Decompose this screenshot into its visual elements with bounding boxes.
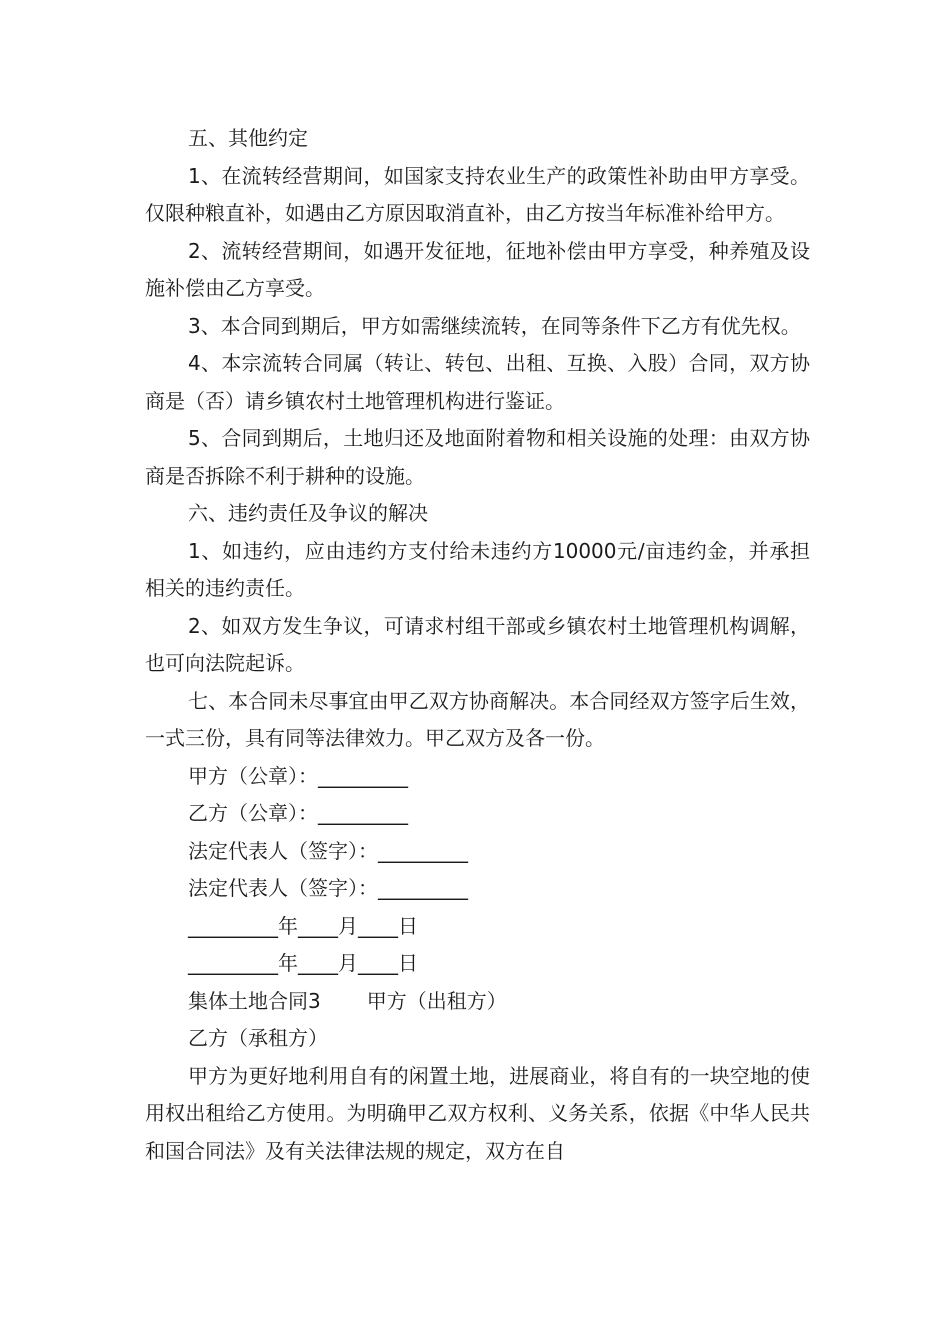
clause-land-expropriation: 2、流转经营期间，如遇开发征地，征地补偿由甲方享受，种养殖及设施补偿由乙方享受。 xyxy=(145,238,810,300)
signature-legal-rep-2: 法定代表人（签字）：_________ xyxy=(188,876,468,900)
clause-dispute-resolution: 2、如双方发生争议，可请求村组干部或乡镇农村土地管理机构调解，也可向法院起诉。 xyxy=(145,613,810,675)
clause-land-return: 5、合同到期后，土地归还及地面附着物和相关设施的处理：由双方协商是否拆除不利于耕种的设施。 xyxy=(145,426,810,488)
clause-breach-penalty: 1、如违约，应由违约方支付给未违约方10000元/亩违约金，并承担相关的违约责任。 xyxy=(145,538,810,600)
contract3-party-b: 乙方（承租方） xyxy=(188,1026,328,1050)
clause-subsidy: 1、在流转经营期间，如国家支持农业生产的政策性补助由甲方享受。仅限种粮直补，如遇由乙方原因取消直补，由乙方按当年标准补给甲方。 xyxy=(145,163,810,225)
signature-legal-rep-1: 法定代表人（签字）：_________ xyxy=(188,838,468,863)
signature-party-a-seal: 甲方（公章）：_________ xyxy=(188,763,408,788)
section-seven-final-terms: 七、本合同未尽事宜由甲乙双方协商解决。本合同经双方签字后生效，一式三份，具有同等法律效力。甲乙双方及各一份。 xyxy=(145,688,810,750)
contract3-title: 集体土地合同3 xyxy=(188,988,321,1013)
document-page xyxy=(145,120,810,1170)
signature-date-1: _________年____月____日 xyxy=(188,913,418,938)
contract3-intro: 甲方为更好地利用自有的闲置土地，进展商业，将自有的一块空地的使用权出租给乙方使用。为明确甲乙双方权利、义务关系，依据《中华人民共和国合同法》及有关法律法规的规定，双方在自 xyxy=(145,1063,810,1163)
signature-party-b-seal: 乙方（公章）：_________ xyxy=(188,801,408,825)
clause-priority-right: 3、本合同到期后，甲方如需继续流转，在同等条件下乙方有优先权。 xyxy=(188,313,801,338)
signature-date-2: _________年____月____日 xyxy=(188,951,418,975)
clause-contract-type: 4、本宗流转合同属（转让、转包、出租、互换、入股）合同，双方协商是（否）请乡镇农村土地管理机构进行鉴证。 xyxy=(145,351,810,413)
section-heading-other-terms: 五、其他约定 xyxy=(188,126,308,150)
section-heading-liability: 六、违约责任及争议的解决 xyxy=(188,501,428,525)
contract3-party-a: 甲方（出租方） xyxy=(366,988,507,1013)
contract3-heading-line xyxy=(145,983,810,1021)
